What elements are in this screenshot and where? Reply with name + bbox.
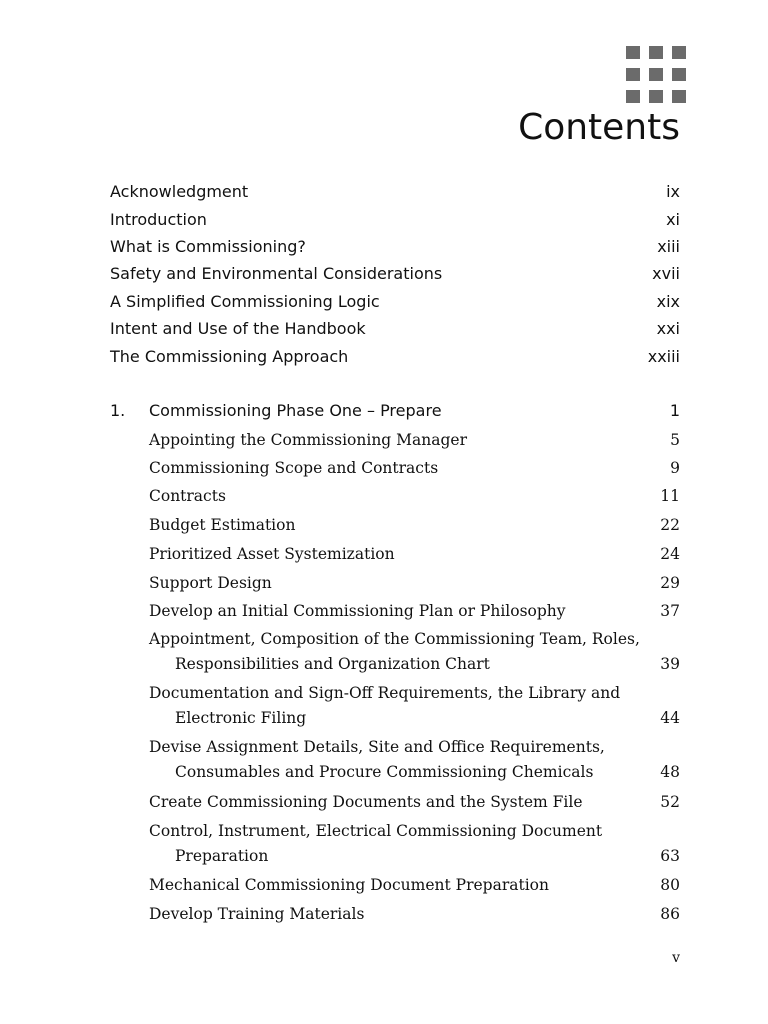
toc-entry-title: The Commissioning Approach — [110, 347, 349, 366]
toc-section-page: 48 — [660, 763, 680, 781]
toc-section-page: 44 — [660, 709, 680, 727]
toc-section-title-continued: Responsibilities and Organization Chart — [175, 655, 490, 673]
toc-section-page: 11 — [660, 487, 680, 505]
page-number: v — [672, 950, 680, 966]
toc-section[interactable] — [149, 876, 680, 894]
toc-entry-page: xvii — [652, 264, 680, 283]
toc-section[interactable] — [149, 793, 680, 811]
toc-section-page: 37 — [660, 602, 680, 620]
toc-section-title: Create Commissioning Documents and the System File — [149, 793, 583, 811]
toc-section[interactable] — [149, 905, 680, 923]
toc-section-title: Appointment, Composition of the Commissioning Team, Roles, — [149, 630, 640, 648]
toc-section-title: Prioritized Asset Systemization — [149, 545, 395, 563]
toc-entry-title: Safety and Environmental Considerations — [110, 264, 443, 283]
toc-entry[interactable] — [110, 264, 680, 283]
toc-section[interactable] — [149, 602, 680, 620]
toc-section-page: 39 — [660, 655, 680, 673]
toc-section-title: Support Design — [149, 574, 272, 592]
toc-entry-title: A Simplified Commissioning Logic — [110, 292, 380, 311]
toc-section-page: 52 — [660, 793, 680, 811]
toc-entry[interactable] — [110, 292, 680, 311]
toc-section[interactable] — [149, 487, 680, 505]
toc-entry-page: xix — [656, 292, 680, 311]
toc-section-page: 24 — [660, 545, 680, 563]
chapter-title: Commissioning Phase One – Prepare — [149, 401, 442, 420]
page-title: Contents — [518, 107, 680, 148]
toc-section-page: 22 — [660, 516, 680, 534]
toc-entry-page: xiii — [657, 237, 680, 256]
toc-entry-title: What is Commissioning? — [110, 237, 306, 256]
toc-section-page: 86 — [660, 905, 680, 923]
toc-section-page: 80 — [660, 876, 680, 894]
toc-section-title: Control, Instrument, Electrical Commissioning Document — [149, 822, 603, 840]
toc-entry-title: Acknowledgment — [110, 182, 249, 201]
toc-section[interactable] — [149, 516, 680, 534]
toc-section-page: 5 — [670, 431, 680, 449]
toc-section-page: 63 — [660, 847, 680, 865]
toc-section-title: Appointing the Commissioning Manager — [149, 431, 467, 449]
toc-section-title: Contracts — [149, 487, 226, 505]
toc-entry[interactable] — [110, 182, 680, 201]
toc-section-title-continued: Electronic Filing — [175, 709, 307, 727]
toc-section-title-continued: Preparation — [175, 847, 269, 865]
toc-section-page: 29 — [660, 574, 680, 592]
toc-entry-page: xxiii — [647, 347, 680, 366]
chapter-page: 1 — [669, 401, 680, 420]
toc-entry[interactable] — [110, 347, 680, 366]
toc-section[interactable] — [149, 431, 680, 449]
chapter-grid-icon — [626, 46, 686, 103]
toc-section-title: Develop Training Materials — [149, 905, 365, 923]
toc-section-title-continued: Consumables and Procure Commissioning Chemicals — [175, 763, 594, 781]
toc-entry-page: xxi — [656, 319, 680, 338]
toc-entry-title: Introduction — [110, 210, 207, 229]
toc-section[interactable] — [149, 459, 680, 477]
toc-section-title: Develop an Initial Commissioning Plan or Philosophy — [149, 602, 566, 620]
toc-entry-page: ix — [666, 182, 680, 201]
toc-entry[interactable] — [110, 210, 680, 229]
toc-section-page: 9 — [670, 459, 680, 477]
toc-section[interactable] — [149, 545, 680, 563]
toc-section-title: Commissioning Scope and Contracts — [149, 459, 439, 477]
toc-section-title: Budget Estimation — [149, 516, 296, 534]
chapter-number: 1. — [110, 401, 126, 420]
toc-section-title: Mechanical Commissioning Document Preparation — [149, 876, 549, 894]
toc-entry-page: xi — [666, 210, 680, 229]
toc-entry[interactable] — [110, 237, 680, 256]
toc-entry-title: Intent and Use of the Handbook — [110, 319, 366, 338]
toc-section-title: Devise Assignment Details, Site and Office Requirements, — [149, 738, 605, 756]
toc-section[interactable] — [149, 574, 680, 592]
toc-entry[interactable] — [110, 319, 680, 338]
toc-section-title: Documentation and Sign-Off Requirements, the Library and — [149, 684, 621, 702]
toc-chapter[interactable] — [110, 401, 680, 420]
